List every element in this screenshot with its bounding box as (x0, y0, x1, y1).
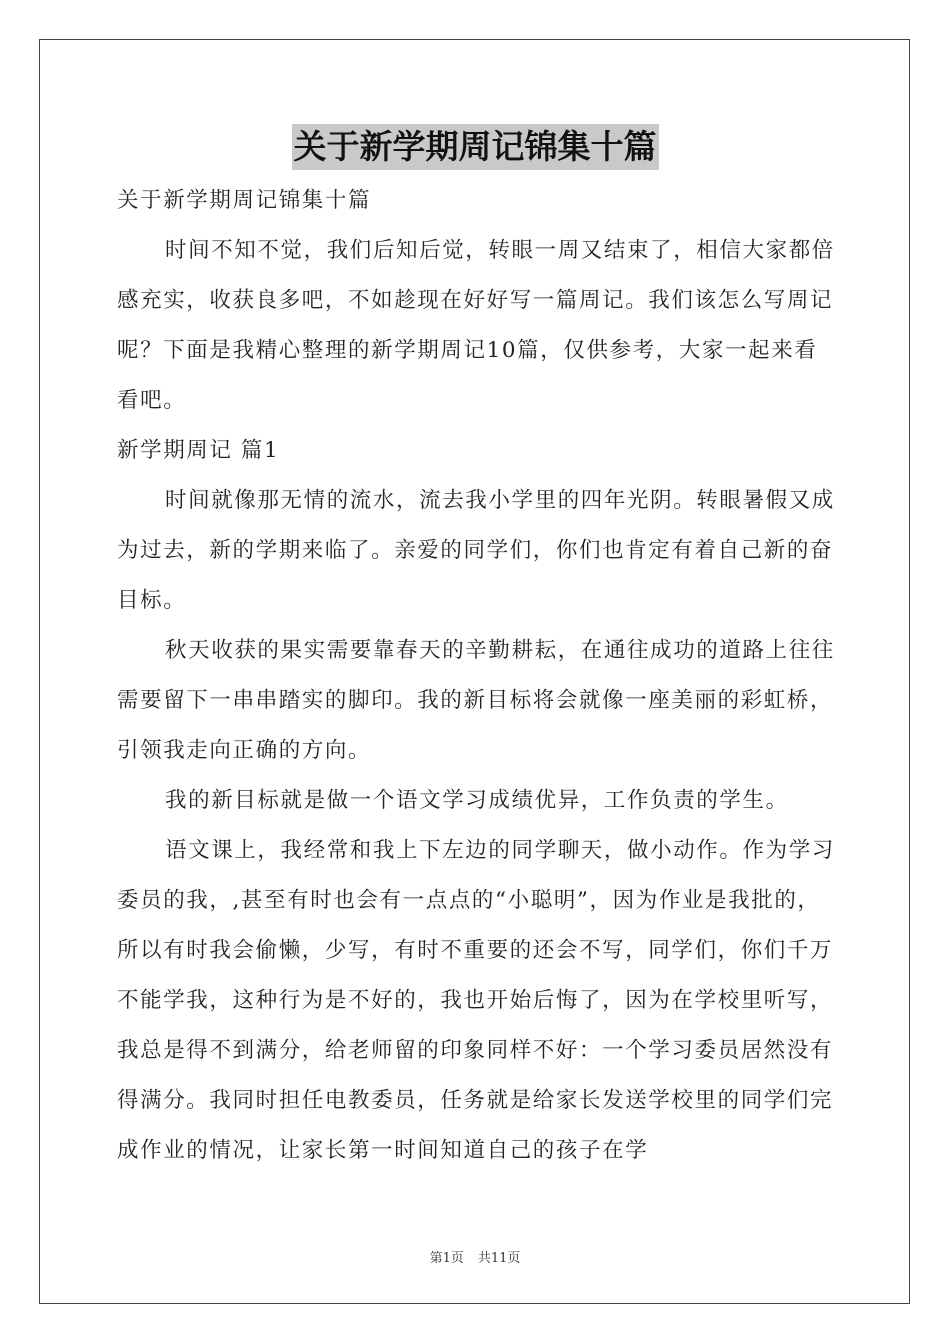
paragraph: 秋天收获的果实需要靠春天的辛勤耕耘，在通往成功的道路上往往需要留下一串串踏实的脚印。我的新目标将会就像一座美丽的彩虹桥，引领我走向正确的方向。 (117, 638, 835, 763)
paragraph-subtitle: 关于新学期周记锦集十篇 (117, 188, 372, 213)
paragraph: 语文课上，我经常和我上下左边的同学聊天，做小动作。作为学习委员的我，,甚至有时也会有一点点的“小聪明”，因为作业是我批的，所以有时我会偷懒，少写，有时不重要的还会不写，同学们，你们千万不能学我，这种行为是不好的，我也开始后悔了，因为在学校里听写，我总是得不到满分，给老师留的印象同样不好：一个学习委员居然没有得满分。我同时担任电教委员，任务就是给家长发送学校里的同学们完成作业的情况，让家长第一时间知道自己的孩子在学 (117, 838, 835, 1163)
page-total: 共11页 (477, 1251, 521, 1266)
paragraph: 我的新目标就是做一个语文学习成绩优异，工作负责的学生。 (165, 788, 789, 813)
paragraph: 时间就像那无情的流水，流去我小学里的四年光阴。转眼暑假又成为过去，新的学期来临了。亲爱的同学们，你们也肯定有着自己新的奋目标。 (117, 488, 835, 613)
section-heading: 新学期周记 篇1 (117, 438, 280, 463)
document-title: 关于新学期周记锦集十篇 (292, 124, 659, 170)
page-number: 第1页 (429, 1251, 464, 1266)
document-body (117, 176, 835, 1176)
page-footer (0, 1247, 950, 1266)
paragraph-intro: 时间不知不觉，我们后知后觉，转眼一周又结束了，相信大家都倍感充实，收获良多吧，不如趁现在好好写一篇周记。我们该怎么写周记呢？下面是我精心整理的新学期周记10篇，仅供参考，大家一起来看看吧。 (117, 238, 835, 413)
title-container (0, 124, 950, 170)
